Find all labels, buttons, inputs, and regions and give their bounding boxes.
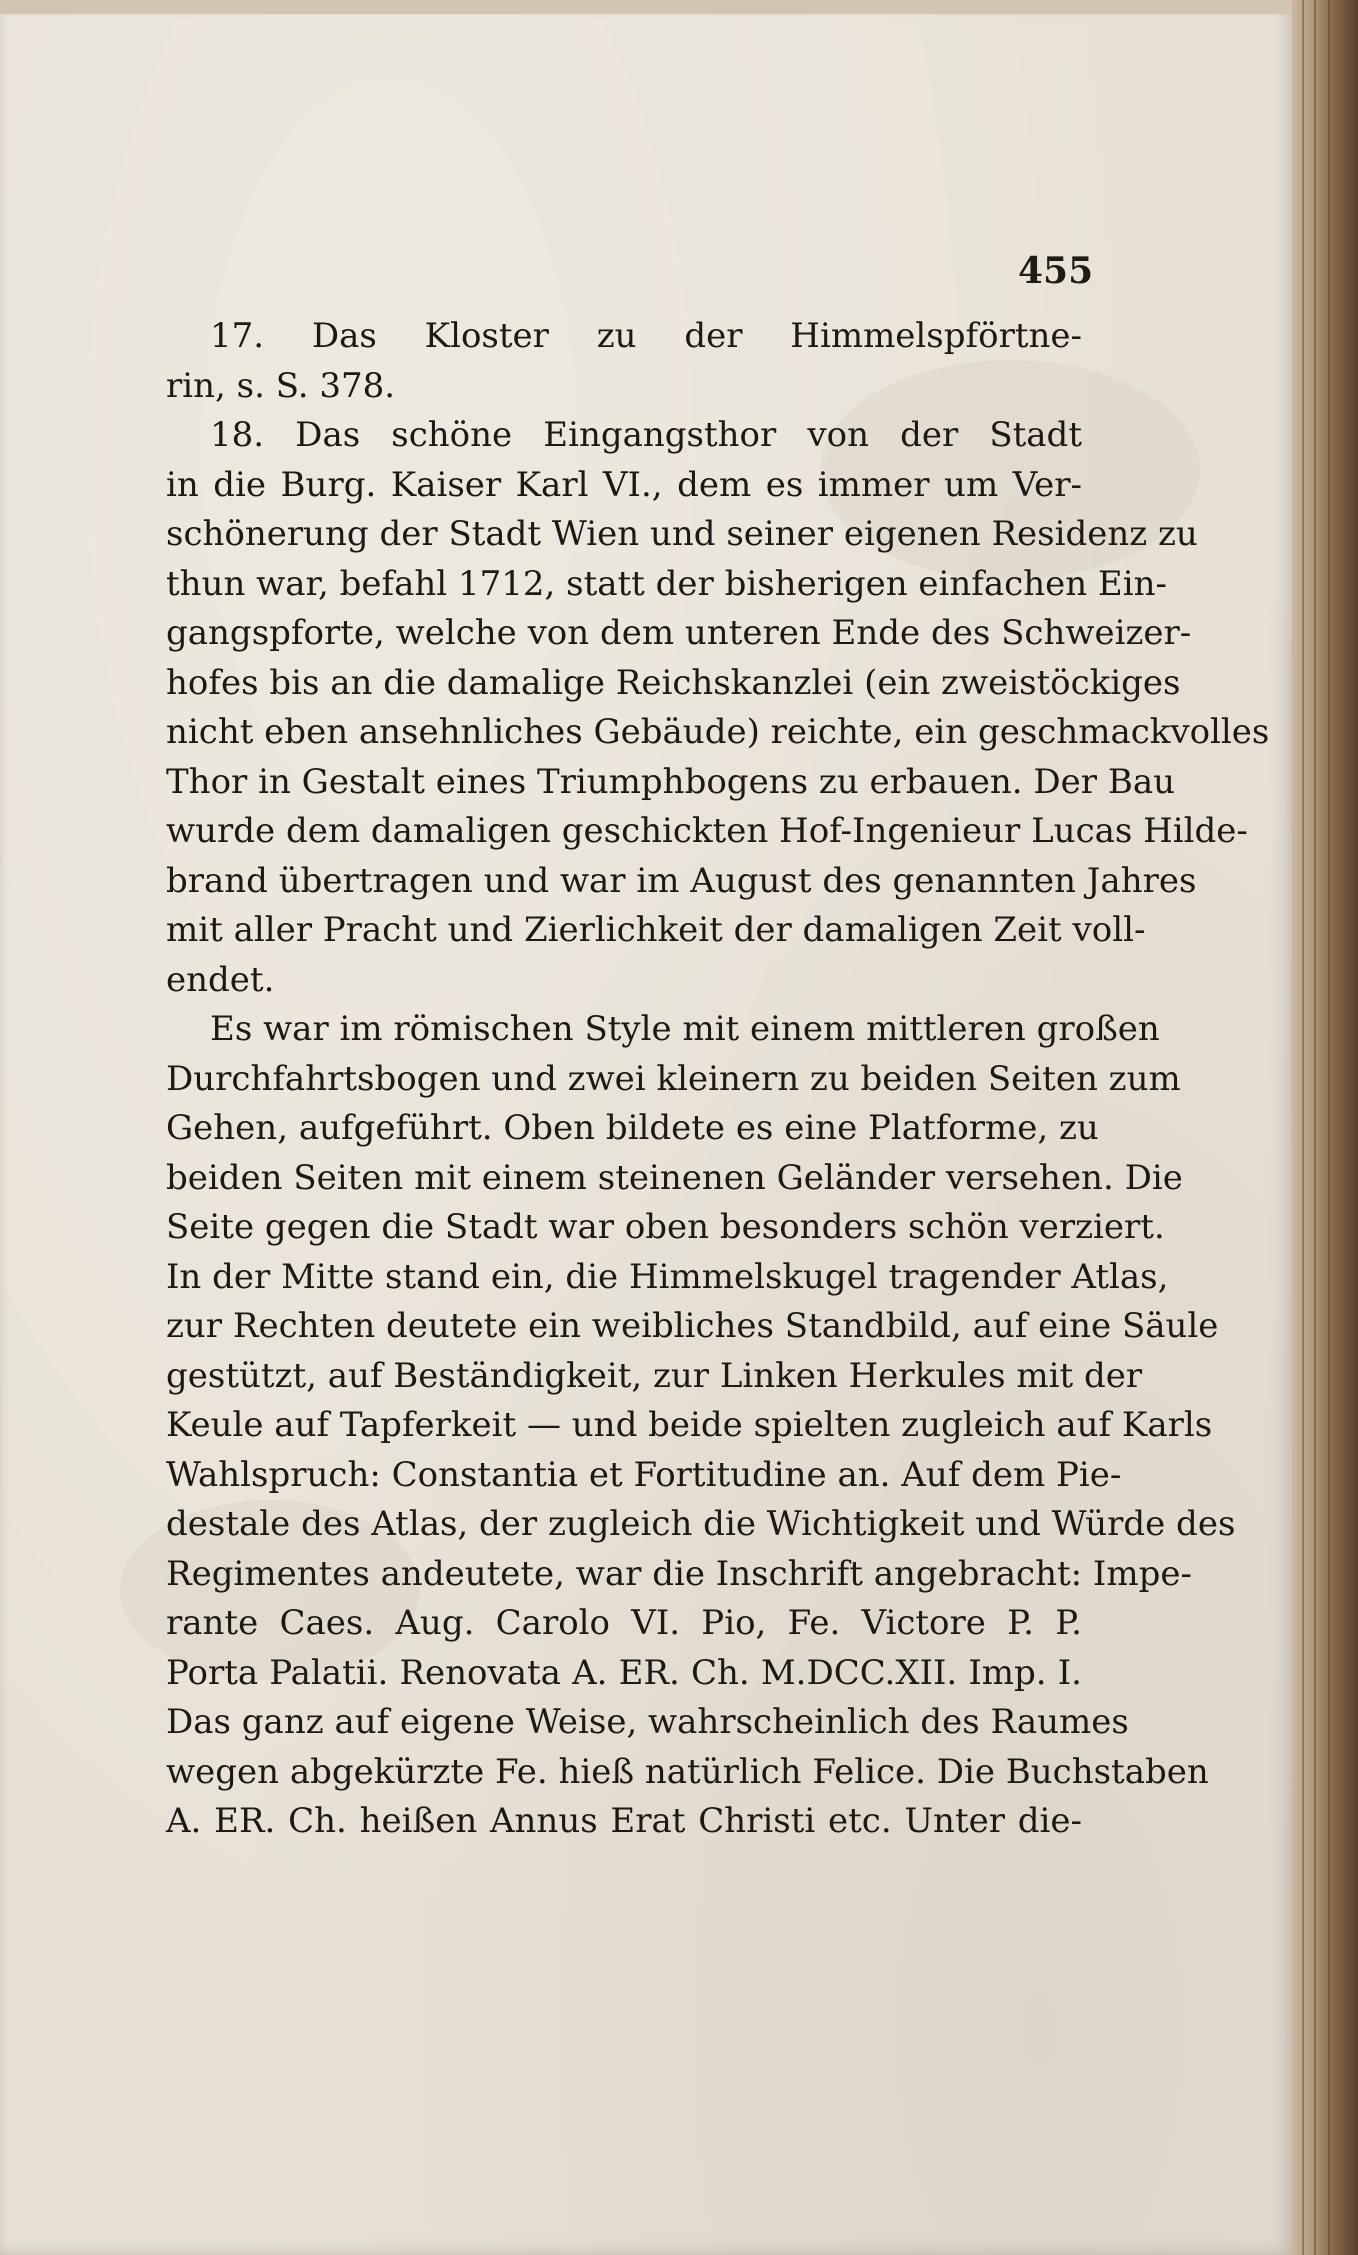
text-line: A. ER. Ch. heißen Annus Erat Christi etc. Unter die- — [166, 1801, 1082, 1841]
text-line: Seite gegen die Stadt war oben besonders schön verziert. — [166, 1207, 1165, 1247]
text-line: Porta Palatii. Renovata A. ER. Ch. M.DCC.XII. Imp. I. — [166, 1652, 1082, 1693]
text-line: 18. Das schöne Eingangsthor von der Stadt — [210, 415, 1082, 455]
text-line: Das ganz auf eigene Weise, wahrscheinlich des Raumes — [166, 1702, 1129, 1742]
text-line: thun war, befahl 1712, statt der bisherigen einfachen Ein- — [166, 563, 1168, 604]
text-line: destale des Atlas, der zugleich die Wichtigkeit und Würde des — [166, 1504, 1236, 1544]
text-line: wurde dem damaligen geschickten Hof-Ingenieur Lucas Hilde- — [166, 811, 1248, 851]
page-top-strip — [0, 0, 1300, 14]
page-text-body — [166, 312, 1270, 1847]
text-line: endet. — [166, 959, 275, 1000]
text-line: Es war im römischen Style mit einem mittleren großen — [210, 1009, 1160, 1049]
text-line: gangspforte, welche von dem unteren Ende des Schweizer- — [166, 613, 1192, 653]
text-line: Keule auf Tapferkeit — und beide spielten zugleich auf Karls — [166, 1405, 1213, 1445]
text-line: nicht eben ansehnliches Gebäude) reichte, ein geschmackvolles — [166, 712, 1270, 752]
text-line: rin, s. S. 378. — [166, 365, 396, 406]
text-line: schönerung der Stadt Wien und seiner eigenen Residenz zu — [166, 514, 1198, 554]
text-line: Regimentes andeutete, war die Inschrift angebracht: Impe- — [166, 1553, 1192, 1594]
text-line: brand übertragen und war im August des genannten Jahres — [166, 860, 1197, 901]
text-line: Wahlspruch: Constantia et Fortitudine an. Auf dem Pie- — [166, 1454, 1122, 1495]
page-number: 455 — [1018, 250, 1094, 292]
text-line: hofes bis an die damalige Reichskanzlei (ein zweistöckiges — [166, 662, 1181, 703]
text-line: Gehen, aufgeführt. Oben bildete es eine Platforme, zu — [166, 1108, 1099, 1148]
text-line: zur Rechten deutete ein weibliches Standbild, auf eine Säule — [166, 1306, 1219, 1346]
book-edge — [1292, 0, 1358, 2255]
text-line: beiden Seiten mit einem steinenen Geländer versehen. Die — [166, 1157, 1183, 1198]
text-line: In der Mitte stand ein, die Himmelskugel tragender Atlas, — [166, 1256, 1169, 1297]
text-line: Durchfahrtsbogen und zwei kleinern zu beiden Seiten zum — [166, 1058, 1181, 1099]
text-line: gestützt, auf Beständigkeit, zur Linken Herkules mit der — [166, 1355, 1143, 1396]
text-line: wegen abgekürzte Fe. hieß natürlich Felice. Die Buchstaben — [166, 1751, 1209, 1792]
text-line: 17. Das Kloster zu der Himmelspförtne- — [210, 316, 1082, 356]
text-line: mit aller Pracht und Zierlichkeit der damaligen Zeit voll- — [166, 910, 1146, 950]
text-line: Thor in Gestalt eines Triumphbogens zu erbauen. Der Bau — [166, 761, 1175, 802]
text-line: in die Burg. Kaiser Karl VI., dem es immer um Ver- — [166, 464, 1082, 505]
text-line: rante Caes. Aug. Carolo VI. Pio, Fe. Victore P. P. — [166, 1603, 1082, 1643]
